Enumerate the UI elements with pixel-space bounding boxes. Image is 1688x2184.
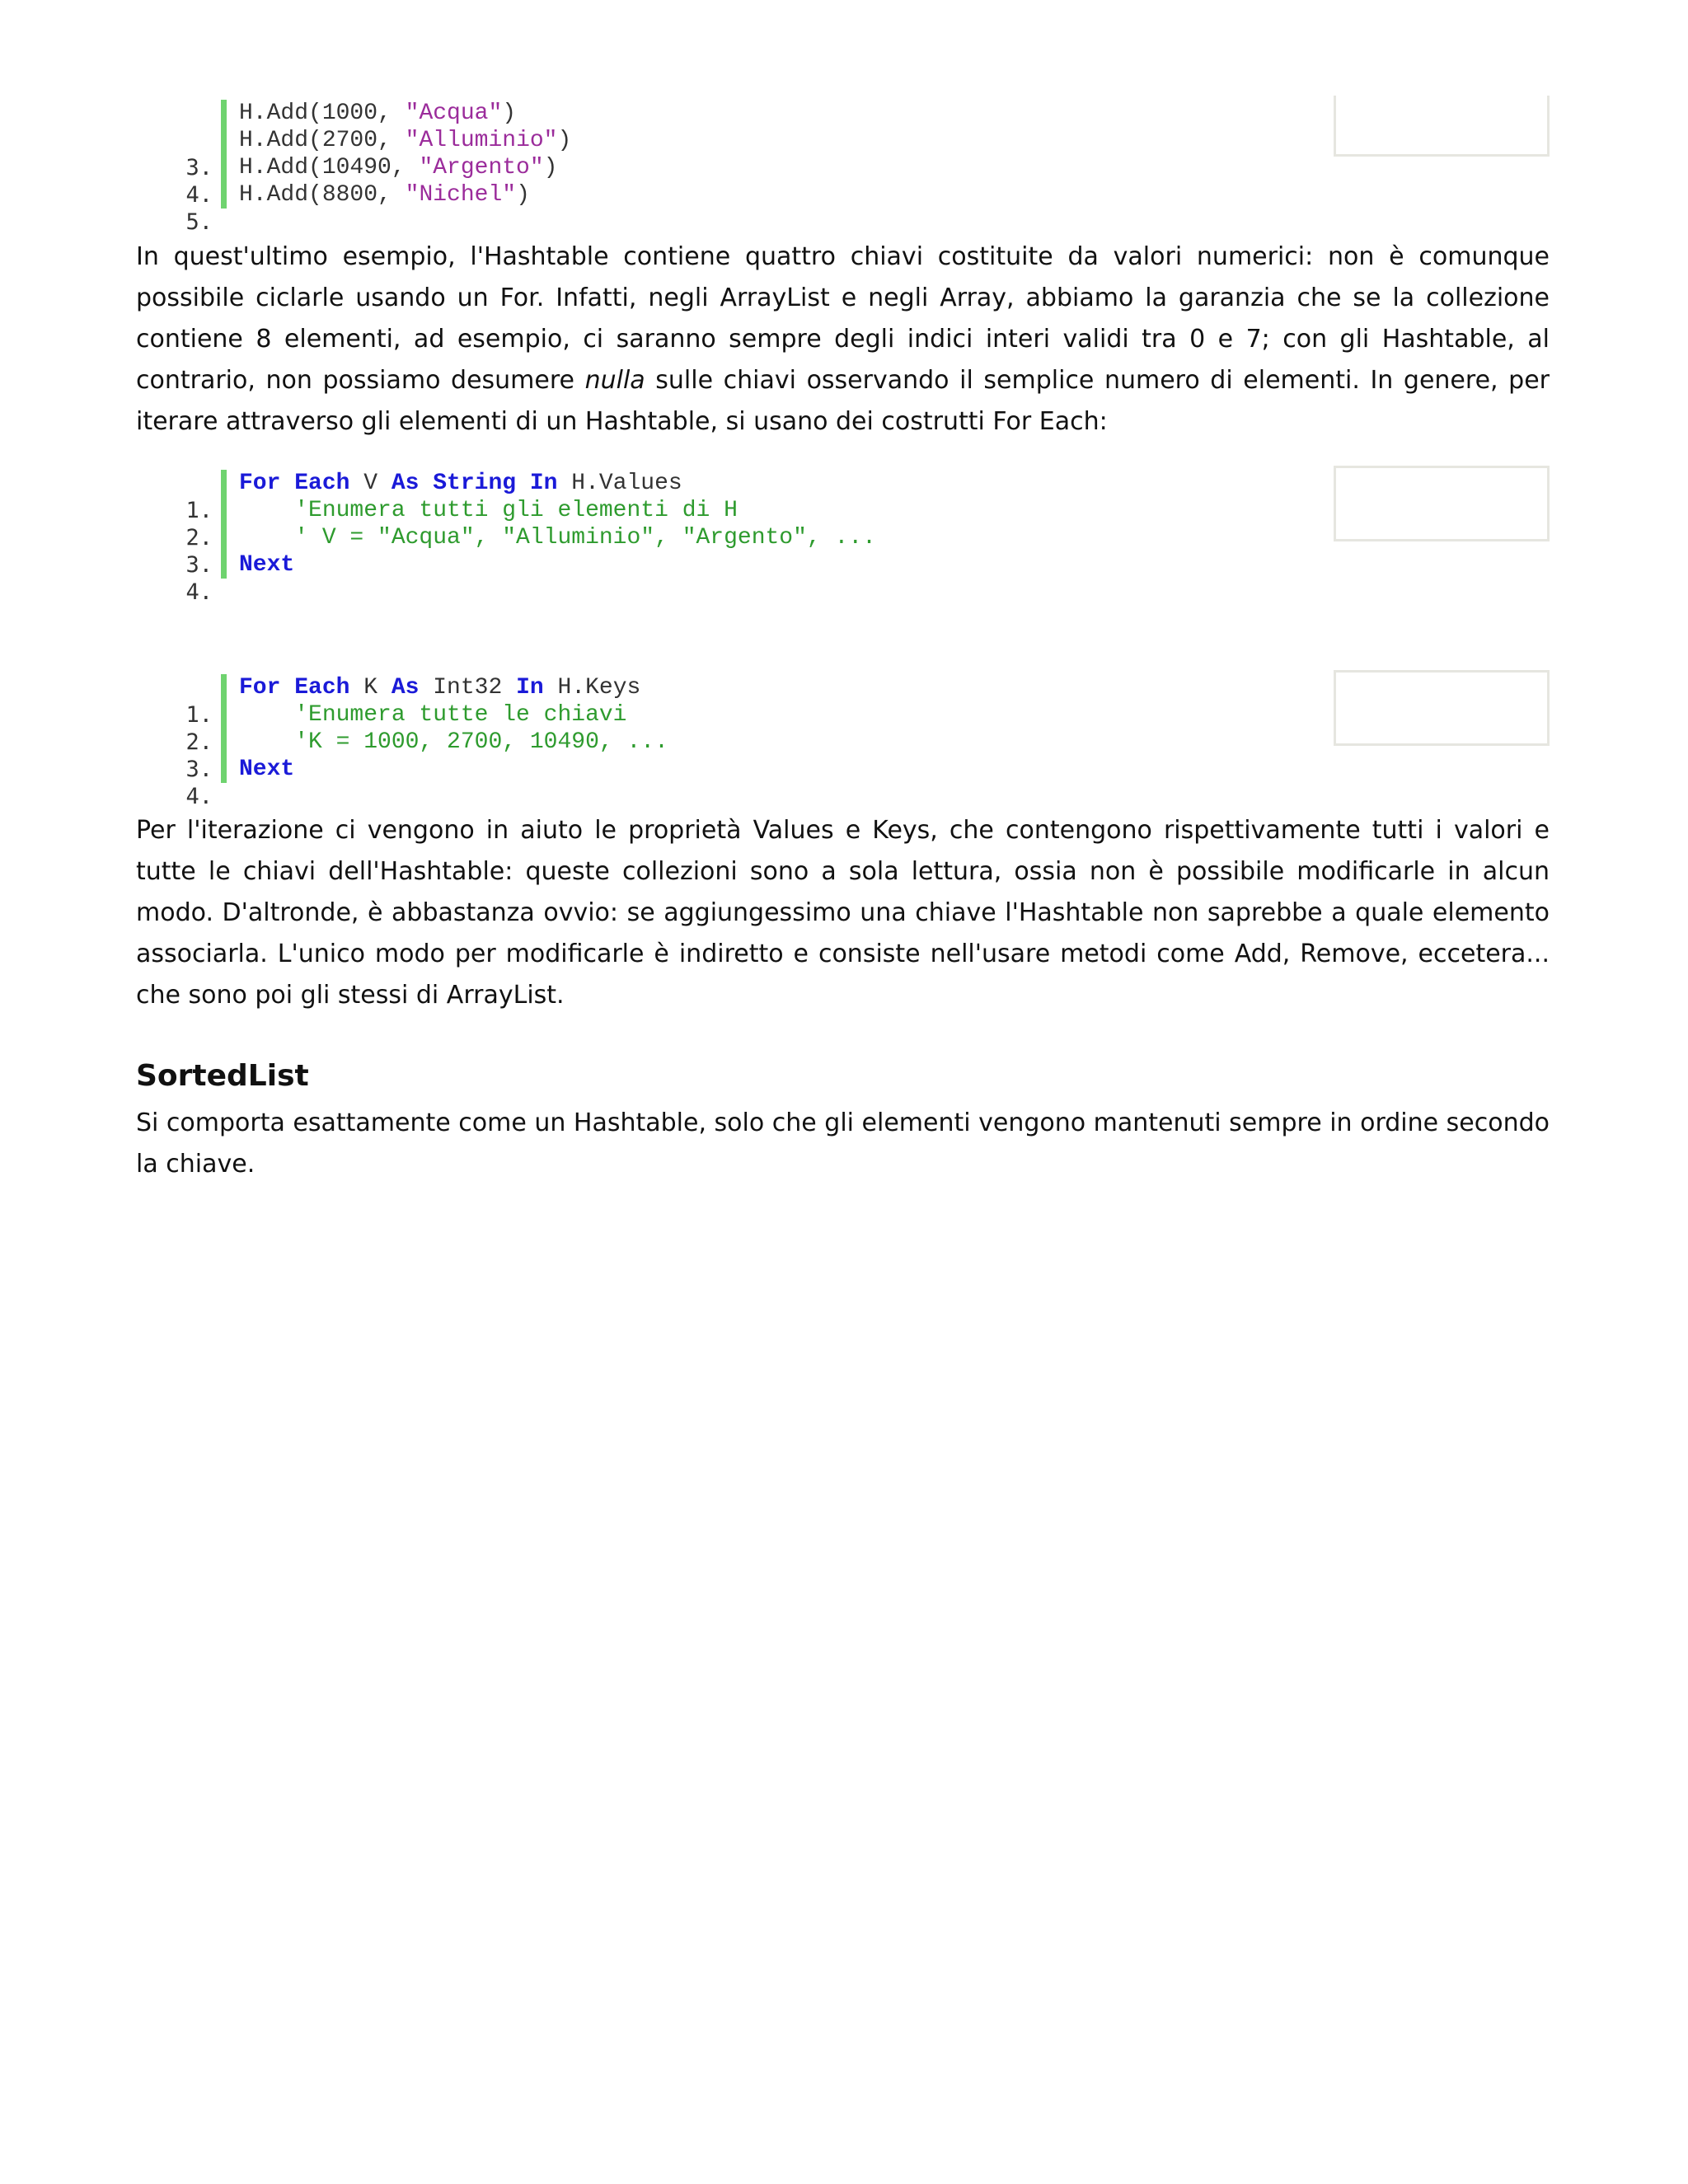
code-text: ) [543, 155, 558, 180]
line-number: 1. [185, 702, 213, 728]
code-line [165, 551, 1550, 605]
code-gutter-bar [221, 181, 227, 209]
code-gutter-bar [221, 497, 227, 524]
code-keyword: In [516, 675, 544, 701]
code-text: H.Add(8800, [239, 182, 406, 208]
section-heading-sortedlist: SortedList [136, 1059, 309, 1093]
code-keyword: As [391, 675, 420, 701]
code-text: ) [557, 128, 572, 153]
code-text: V [349, 471, 392, 496]
code-gutter-bar [221, 154, 227, 181]
code-comment: 'Enumera tutte le chiavi [239, 702, 627, 728]
code-gutter-bar [221, 127, 227, 154]
code-text: H.Keys [543, 675, 641, 701]
code-text: H.Add(10490, [239, 155, 420, 180]
line-number: 3. [185, 155, 213, 180]
code-gutter-bar [221, 701, 227, 729]
code-text: Int32 [419, 675, 517, 701]
code-line [165, 756, 1550, 809]
paragraph-text: In quest'ultimo esempio, l'Hashtable contiene quattro chiavi costituite da valori numerici: non è comunque possibile ciclarle usando un For. Infatti, negli ArrayList e negli Array, abbiamo la garanzia che se la collezione contiene 8 elementi, ad esempio, ci saranno sempre degli indici interi validi tra 0 e 7; con gli Hashtable, al contrario, non possiamo desumere [136, 242, 1550, 395]
code-keyword: For Each [239, 471, 350, 496]
code-text: H.Add(1000, [239, 101, 406, 126]
code-text: ) [516, 182, 530, 208]
emphasis-text: nulla [584, 366, 645, 395]
code-gutter-bar [221, 756, 227, 783]
line-number: 4. [185, 784, 213, 809]
code-gutter-bar [221, 524, 227, 551]
code-comment: 'K = 1000, 2700, 10490, ... [239, 729, 668, 755]
line-number: 2. [185, 729, 213, 755]
line-number: 4. [185, 182, 213, 208]
code-keyword: For Each [239, 675, 350, 701]
line-number: 5. [185, 209, 213, 235]
code-string: "Acqua" [405, 101, 503, 126]
code-copy-box[interactable] [1334, 466, 1550, 541]
code-gutter-bar [221, 551, 227, 579]
code-text: H.Values [557, 471, 682, 496]
line-number: 3. [185, 757, 213, 782]
code-string: "Argento" [419, 155, 544, 180]
paragraph-text: sulle chiavi osservando il semplice numero di elementi. In genere, per iterare attraverso gli elementi di un Hashtable, si usano dei costrutti For Each: [136, 366, 1550, 436]
code-text: K [349, 675, 392, 701]
line-number: 2. [185, 525, 213, 551]
code-text: ) [502, 101, 517, 126]
code-string: "Alluminio" [405, 128, 558, 153]
code-string: "Nichel" [405, 182, 517, 208]
code-comment: 'Enumera tutti gli elementi di H [239, 498, 738, 523]
paragraph-sortedlist: Si comporta esattamente come un Hashtable, solo che gli elementi vengono mantenuti sempre in ordine secondo la chiave. [136, 1108, 1550, 1179]
code-keyword: Next [239, 552, 295, 578]
code-gutter-bar [221, 100, 227, 127]
paragraph-values-keys: Per l'iterazione ci vengono in aiuto le proprietà Values e Keys, che contengono rispettivamente tutti i valori e tutte le chiavi dell'Hashtable: queste collezioni sono a sola lettura, ossia non è possibile modificarle in alcun modo. D'altronde, è abbastanza ovvio: se aggiungessimo una chiave l'Hashtable non saprebbe a quale elemento associarla. L'unico modo per modificarle è indiretto e consiste nell'usare metodi come Add, Remove, eccetera... che sono poi gli stessi di ArrayList. [136, 816, 1550, 1010]
code-copy-box[interactable] [1334, 96, 1550, 157]
code-text: H.Add(2700, [239, 128, 406, 153]
code-gutter-bar [221, 729, 227, 756]
code-gutter-bar [221, 470, 227, 497]
code-comment: ' V = "Acqua", "Alluminio", "Argento", ... [239, 525, 876, 551]
code-line [165, 181, 1550, 235]
line-number: 3. [185, 552, 213, 578]
paragraph-hashtable-iteration [136, 237, 1550, 443]
code-copy-box[interactable] [1334, 670, 1550, 746]
line-number: 4. [185, 579, 213, 605]
code-keyword: Next [239, 757, 295, 782]
code-gutter-bar [221, 674, 227, 701]
line-number: 1. [185, 498, 213, 523]
code-keyword: As String In [391, 471, 558, 496]
